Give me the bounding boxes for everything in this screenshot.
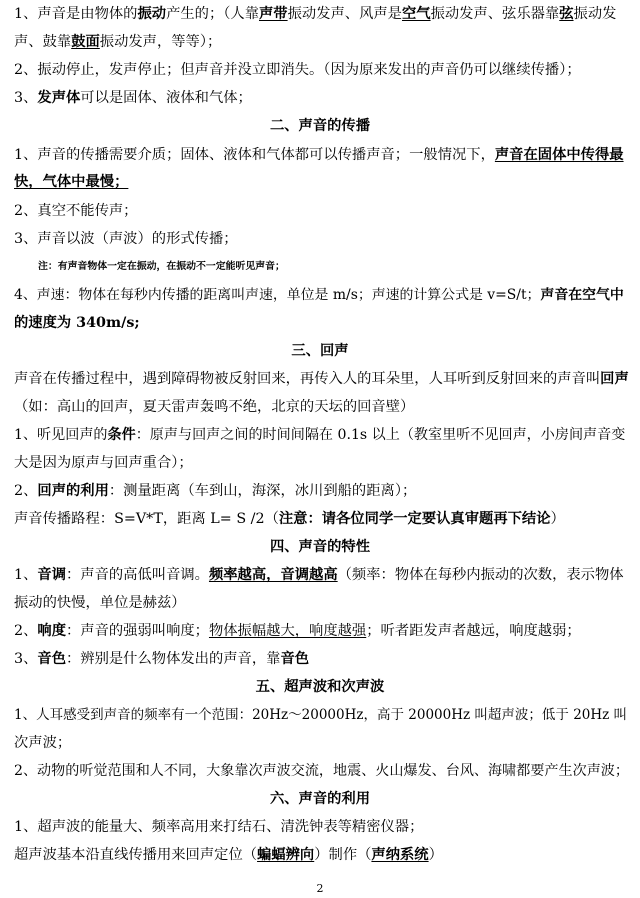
text-run: 弦 <box>559 6 574 22</box>
text-run: 1、声音的传播需要介质；固体、液体和气体都可以传播声音；一般情况下， <box>14 147 495 163</box>
text-run: 2、 <box>14 623 38 639</box>
paragraph-line <box>14 227 630 251</box>
text-run: 鼓面 <box>71 34 100 50</box>
text-run: 的速度为 340m/s; <box>14 315 140 331</box>
page-number: 2 <box>316 882 324 895</box>
text-run: ）制作（ <box>314 847 372 863</box>
text-run: 3、 <box>14 651 38 667</box>
text-run: 音色 <box>280 651 310 667</box>
section-heading: 三、回声 <box>291 343 349 359</box>
text-run: 1、 <box>14 567 38 583</box>
text-run: 2、 <box>14 483 38 499</box>
text-run: 音调 <box>37 567 66 583</box>
text-run: 频率越高，音调越高 <box>208 567 338 583</box>
paragraph-line <box>14 143 630 167</box>
section-heading: 五、超声波和次声波 <box>255 679 385 695</box>
text-run: 大是因为原声与回声重合）； <box>14 455 193 471</box>
text-run: 发声体 <box>37 90 81 106</box>
text-run: （频率：物体在每秒内振动的次数，表示物体 <box>337 567 624 583</box>
text-run: 声音传播路程：S=V*T，距离 L= S /2（ <box>14 511 279 527</box>
text-run: 4、声速：物体在每秒内传播的距离叫声速，单位是 m/s；声速的计算公式是 v=S/t； <box>14 287 541 303</box>
paragraph-line <box>14 647 630 671</box>
text-run: ；听者距发声者越远，响度越弱； <box>366 623 581 639</box>
text-run: 注意：请各位同学一定要认真审题再下结论 <box>278 511 551 527</box>
text-run: 回声 <box>600 371 629 387</box>
paragraph-line <box>14 86 630 110</box>
text-run: 超声波基本沿直线传播用来回声定位（ <box>14 847 258 863</box>
text-run: 声、鼓靠 <box>14 34 72 50</box>
paragraph-line <box>14 2 630 26</box>
text-run: 2、真空不能传声； <box>14 203 138 219</box>
text-run: 2、振动停止，发声停止；但声音并没立即消失。（因为原来发出的声音仍可以继续传播）； <box>14 62 581 78</box>
paragraph-line <box>14 507 630 531</box>
paragraph-line <box>14 367 630 391</box>
text-run: 可以是固体、液体和气体； <box>80 90 252 106</box>
text-run: 声音在传播过程中，遇到障碍物被反射回来，再传入人的耳朵里，人耳听到反射回来的声音叫 <box>14 371 601 387</box>
paragraph-line <box>14 451 630 475</box>
paragraph-line <box>14 731 630 755</box>
text-run: 1、声音是由物体的 <box>14 6 138 22</box>
text-run: ） <box>550 511 565 527</box>
text-run: 注：有声音物体一定在振动，在振动不一定能听见声音； <box>38 261 285 272</box>
text-run: 回声的利用 <box>37 483 109 499</box>
paragraph-line <box>14 58 630 82</box>
text-run: 条件 <box>107 427 136 443</box>
text-run: 声音在空气中 <box>540 287 624 303</box>
text-run: ：原声与回声之间的时间间隔在 0.1s 以上（教室里听不见回声，小房间声音变 <box>135 427 626 443</box>
paragraph-line <box>14 563 630 587</box>
paragraph-line <box>14 619 630 643</box>
text-run: 振动发声，等等）； <box>99 34 222 50</box>
section-heading: 四、声音的特性 <box>269 539 371 555</box>
text-run: ：辨别是什么物体发出的声音，靠 <box>66 651 281 667</box>
text-run: 振动发 <box>573 6 617 22</box>
section-heading: 二、声音的传播 <box>269 118 371 134</box>
text-run: 产生的；（人靠 <box>166 6 260 22</box>
text-run: 3、声音以波（声波）的形式传播； <box>14 231 238 247</box>
paragraph-line <box>14 423 630 447</box>
text-run: 音色 <box>37 651 66 667</box>
section-heading: 六、声音的利用 <box>269 791 371 807</box>
text-run: 振动的快慢，单位是赫兹） <box>14 595 186 611</box>
text-run: 次声波； <box>14 735 72 751</box>
text-run: ：声音的强弱叫响度； <box>66 623 209 639</box>
text-run: 空气 <box>401 6 431 22</box>
paragraph-line <box>14 479 630 503</box>
text-run: 1、超声波的能量大、频率高用来打结石、清洗钟表等精密仪器； <box>14 819 424 835</box>
text-run: 3、 <box>14 90 38 106</box>
paragraph-line <box>14 395 630 419</box>
text-run: 物体振幅越大，响度越强 <box>208 623 367 639</box>
paragraph-line <box>14 815 630 839</box>
text-run: 2、动物的听觉范围和人不同，大象靠次声波交流，地震、火山爆发、台风、海啸都要产生次声波； <box>14 763 629 779</box>
paragraph-line <box>14 311 630 335</box>
text-run: ：声音的高低叫音调。 <box>66 567 209 583</box>
paragraph-line <box>14 170 630 194</box>
text-run: ） <box>428 847 443 863</box>
paragraph-line <box>14 759 630 783</box>
text-run: 1、人耳感受到声音的频率有一个范围：20Hz～20000Hz，高于 20000Hz 叫超声波；低于 20Hz 叫 <box>14 707 628 723</box>
text-run: 振动发声、弦乐器靠 <box>430 6 560 22</box>
text-run: 1、听见回声的 <box>14 427 108 443</box>
paragraph-line <box>14 199 630 223</box>
paragraph-line <box>14 591 630 615</box>
text-run: ：测量距离（车到山，海深，冰川到船的距离）； <box>108 483 417 499</box>
text-run: 声音在固体中传得最 <box>494 147 624 163</box>
text-run: （如：高山的回声，夏天雷声轰鸣不绝，北京的天坛的回音壁） <box>14 399 415 415</box>
text-run: 快，气体中最慢； <box>14 174 129 190</box>
paragraph-line <box>14 30 630 54</box>
note-line <box>38 255 640 279</box>
text-run: 蝙蝠辨向 <box>257 847 315 863</box>
text-run: 声纳系统 <box>371 847 429 863</box>
paragraph-line <box>14 843 630 867</box>
text-run: 声带 <box>259 6 288 22</box>
text-run: 振动 <box>137 6 167 22</box>
paragraph-line <box>14 703 630 727</box>
paragraph-line <box>14 283 630 307</box>
text-run: 振动发声、风声是 <box>287 6 402 22</box>
text-run: 响度 <box>37 623 66 639</box>
